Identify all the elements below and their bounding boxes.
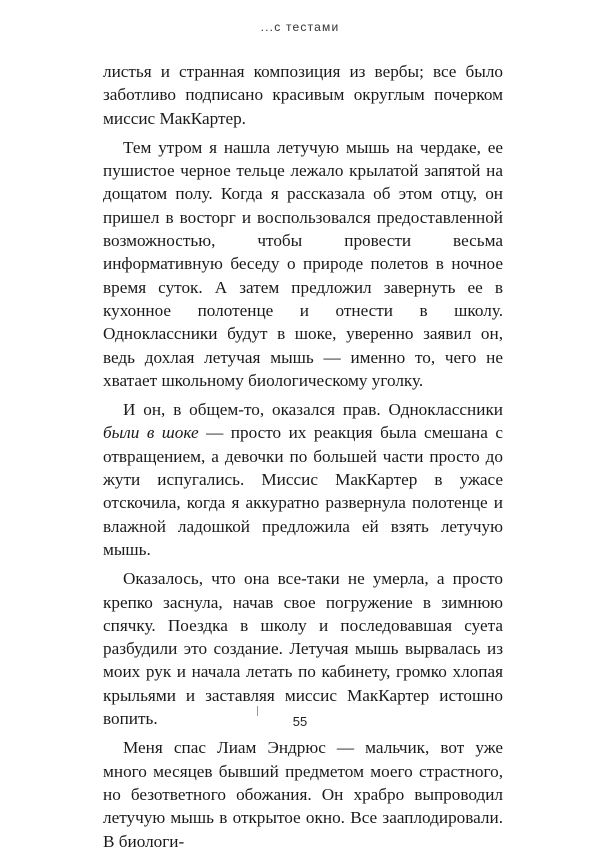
paragraph-3-end: — просто их реакция была смешана с отвращением, а девочки по большей части просто до жути испугались. Миссис МакКартер в ужасе отскочила, когда я аккуратно развернула полотенце и влажной ладошкой предложила ей взять летучую мышь. <box>103 423 503 559</box>
paragraph-3 <box>103 398 503 561</box>
paragraph-4: Оказалось, что она все-таки не умерла, а просто крепко заснула, начав свое погружение в зимнюю спячку. Поездка в школу и последовавшая суета разбудили это создание. Летучая мышь вырвалась из моих рук и начала летать по кабинету, громко хлопая крыльями и заставляя миссис МакКартер истошно вопить. <box>103 569 503 729</box>
paragraph-5: Меня спас Лиам Эндрюс — мальчик, вот уже много месяцев бывший предметом моего страстного, но безответного обожания. Он храбро выпроводил летучую мышь в открытое окно. Все зааплодировали. В биологи- <box>103 738 503 851</box>
paragraph-3-emphasis: были в шоке <box>103 423 199 443</box>
paragraph-3-start: И он, в общем-то, оказался прав. Одноклассники <box>123 400 503 420</box>
running-head: ...с тестами <box>260 20 340 34</box>
body-text <box>103 60 503 859</box>
page-number: 55 <box>292 714 308 729</box>
paragraph-2: Тем утром я нашла летучую мышь на чердаке, ее пушистое черное тельце лежало крылатой запятой на дощатом полу. Когда я рассказала об этом отцу, он пришел в восторг и воспользовался предоставленной возможностью, чтобы провести весьма информативную беседу о природе полетов в ночное время суток. А затем предложил завернуть ее в кухонное полотенце и отнести в школу. Одноклассники будут в шоке, уверенно заявил он, ведь дохлая летучая мышь — именно то, чего не хватает школьному биологическому уголку. <box>103 137 503 390</box>
paragraph-1: листья и странная композиция из вербы; все было заботливо подписано красивым округлым почерком миссис МакКартер. <box>103 62 503 128</box>
